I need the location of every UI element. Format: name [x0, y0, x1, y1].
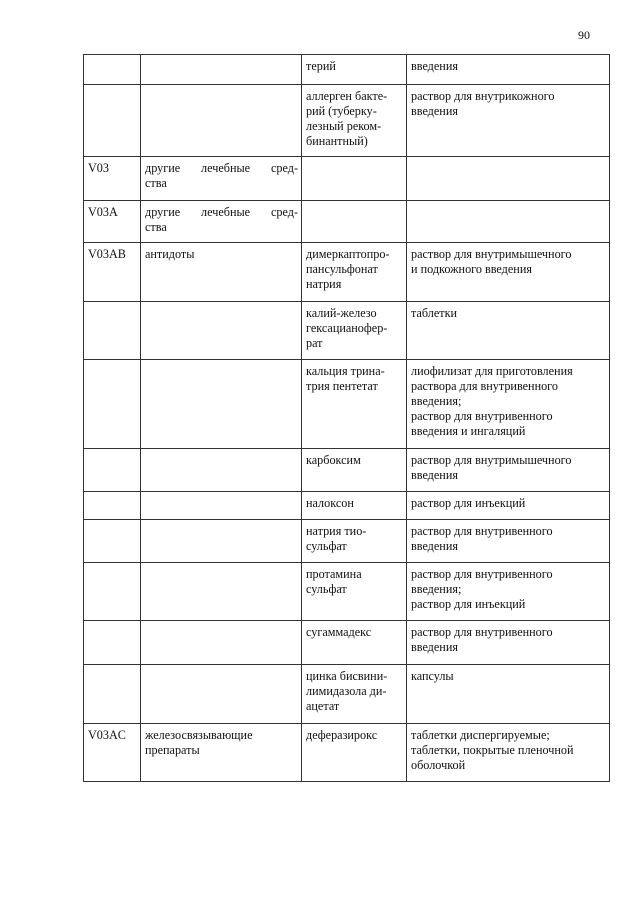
- table-row: [84, 55, 610, 85]
- drug-name-cell: аллерген бакте- рий (туберку- лезный реком- бинантный): [302, 85, 407, 157]
- dosage-form-cell: таблетки диспергируемые; таблетки, покрытые пленочной оболочкой: [407, 724, 610, 782]
- group-name-cell: железосвязывающие препараты: [141, 724, 302, 782]
- atc-code-cell: [84, 360, 141, 449]
- group-name-cell: [141, 621, 302, 665]
- drug-name-cell: калий-железо гексацианофер- рат: [302, 302, 407, 360]
- table-row: [84, 621, 610, 665]
- atc-code-cell: [84, 520, 141, 563]
- group-name-cell: другие лечебные сред- ства: [141, 157, 302, 201]
- drug-name-cell: димеркаптопро- пансульфонат натрия: [302, 243, 407, 302]
- drug-name-cell: кальция трина- трия пентетат: [302, 360, 407, 449]
- group-name-cell: [141, 665, 302, 724]
- table-row: [84, 665, 610, 724]
- atc-code-cell: [84, 449, 141, 492]
- group-name-cell: [141, 85, 302, 157]
- drug-table: [83, 54, 610, 782]
- group-name-cell: [141, 302, 302, 360]
- table-row: [84, 85, 610, 157]
- drug-name-cell: сугаммадекс: [302, 621, 407, 665]
- group-name-cell: [141, 520, 302, 563]
- dosage-form-cell: капсулы: [407, 665, 610, 724]
- table-row: [84, 520, 610, 563]
- table-row: [84, 449, 610, 492]
- group-name-cell: [141, 563, 302, 621]
- dosage-form-cell: раствор для инъекций: [407, 492, 610, 520]
- group-name-cell: антидоты: [141, 243, 302, 302]
- table-row: [84, 243, 610, 302]
- atc-code-cell: [84, 302, 141, 360]
- drug-name-cell: [302, 157, 407, 201]
- table-row: [84, 492, 610, 520]
- drug-name-cell: налоксон: [302, 492, 407, 520]
- drug-name-cell: терий: [302, 55, 407, 85]
- group-name-cell: [141, 360, 302, 449]
- atc-code-cell: [84, 492, 141, 520]
- table-row: [84, 302, 610, 360]
- table-row: [84, 563, 610, 621]
- atc-code-cell: V03AC: [84, 724, 141, 782]
- table-row: [84, 724, 610, 782]
- group-name-cell: другие лечебные сред- ства: [141, 201, 302, 243]
- dosage-form-cell: введения: [407, 55, 610, 85]
- table-row: [84, 360, 610, 449]
- table-row: [84, 201, 610, 243]
- group-name-cell: [141, 55, 302, 85]
- dosage-form-cell: лиофилизат для приготовления раствора для внутривенного введения; раствор для внутривенного введения и ингаляций: [407, 360, 610, 449]
- dosage-form-cell: раствор для внутривенного введения; раствор для инъекций: [407, 563, 610, 621]
- atc-code-cell: [84, 621, 141, 665]
- page-number: 90: [578, 28, 590, 42]
- dosage-form-cell: таблетки: [407, 302, 610, 360]
- atc-code-cell: [84, 55, 141, 85]
- atc-code-cell: [84, 665, 141, 724]
- drug-name-cell: протамина сульфат: [302, 563, 407, 621]
- drug-name-cell: цинка бисвини- лимидазола ди- ацетат: [302, 665, 407, 724]
- dosage-form-cell: раствор для внутримышечного введения: [407, 449, 610, 492]
- atc-code-cell: [84, 85, 141, 157]
- atc-code-cell: [84, 563, 141, 621]
- drug-name-cell: карбоксим: [302, 449, 407, 492]
- dosage-form-cell: раствор для внутрикожного введения: [407, 85, 610, 157]
- dosage-form-cell: [407, 201, 610, 243]
- dosage-form-cell: раствор для внутривенного введения: [407, 520, 610, 563]
- atc-code-cell: V03AB: [84, 243, 141, 302]
- atc-code-cell: V03: [84, 157, 141, 201]
- drug-name-cell: деферазирокс: [302, 724, 407, 782]
- group-name-cell: [141, 492, 302, 520]
- table-row: [84, 157, 610, 201]
- group-name-cell: [141, 449, 302, 492]
- dosage-form-cell: [407, 157, 610, 201]
- dosage-form-cell: раствор для внутривенного введения: [407, 621, 610, 665]
- dosage-form-cell: раствор для внутримышечного и подкожного введения: [407, 243, 610, 302]
- drug-name-cell: натрия тио- сульфат: [302, 520, 407, 563]
- atc-code-cell: V03A: [84, 201, 141, 243]
- drug-name-cell: [302, 201, 407, 243]
